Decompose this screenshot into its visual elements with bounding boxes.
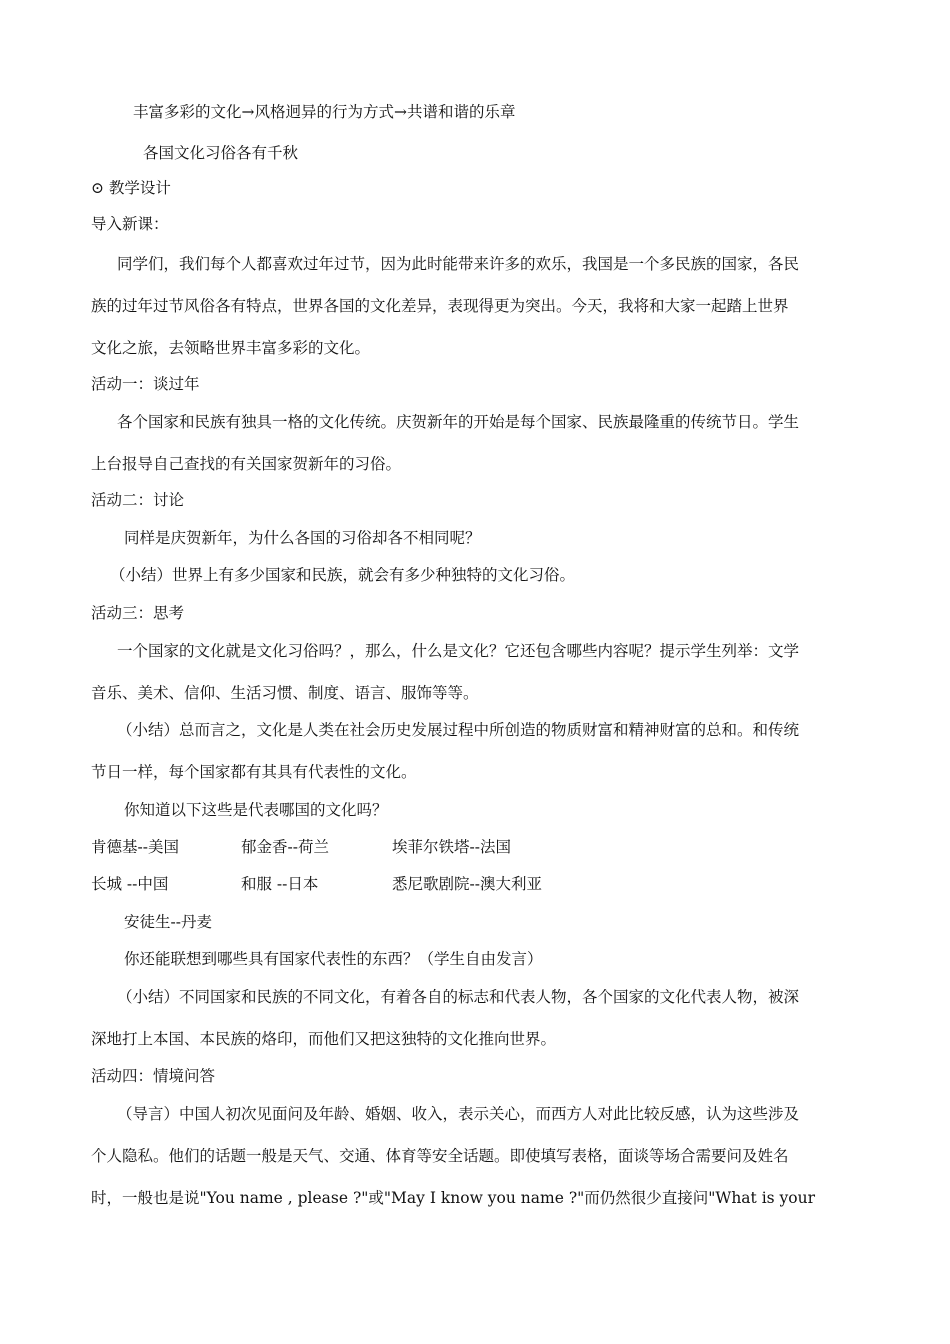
pair-item: 埃菲尔铁塔--法国 (392, 838, 511, 856)
subheading-intro: 导入新课： (91, 215, 169, 233)
paragraph-line: 时，一般也是说"You name , please ?"或"May I know you name ?"而仍然很少直接问"What is your (91, 1189, 816, 1207)
summary-line: （小结）不同国家和民族的不同文化，有着各自的标志和代表人物，各个国家的文化代表人物，被深 (117, 988, 800, 1006)
paragraph-line: 深地打上本国、本民族的烙印，而他们又把这独特的文化推向世界。 (91, 1030, 557, 1048)
pair-item: 郁金香--荷兰 (241, 838, 329, 856)
activity-heading: 活动三：思考 (91, 604, 185, 622)
paragraph-line: 你知道以下这些是代表哪国的文化吗？ (124, 801, 388, 819)
paragraph-line: 族的过年过节风俗各有特点，世界各国的文化差异，表现得更为突出。今天，我将和大家一起踏上世界 (91, 297, 789, 315)
pair-item: 悉尼歌剧院--澳大利亚 (392, 875, 542, 893)
summary-line: （小结）世界上有多少国家和民族，就会有多少种独特的文化习俗。 (110, 566, 576, 584)
paragraph-line: 同学们，我们每个人都喜欢过年过节，因为此时能带来许多的欢乐，我国是一个多民族的国家，各民 (117, 255, 800, 273)
paragraph-line: 同样是庆贺新年，为什么各国的习俗却各不相同呢？ (124, 529, 481, 547)
paragraph-line: 文化之旅，去领略世界丰富多彩的文化。 (91, 339, 371, 357)
activity-heading: 活动一：谈过年 (91, 375, 200, 393)
paragraph-line: 上台报导自己查找的有关国家贺新年的习俗。 (91, 455, 402, 473)
lesson-title: 各国文化习俗各有千秋 (143, 144, 299, 162)
pair-item: 和服 --日本 (241, 875, 319, 893)
activity-heading: 活动四：情境问答 (91, 1067, 216, 1085)
paragraph-line: 一个国家的文化就是文化习俗吗？，那么，什么是文化？它还包含哪些内容呢？提示学生列举：文学 (117, 642, 800, 660)
section-heading-design: ⊙ 教学设计 (91, 179, 171, 197)
activity-heading: 活动二：讨论 (91, 491, 185, 509)
paragraph-line: 各个国家和民族有独具一格的文化传统。庆贺新年的开始是每个国家、民族最隆重的传统节日。学生 (117, 413, 800, 431)
paragraph-line: 节日一样，每个国家都有其具有代表性的文化。 (91, 763, 417, 781)
paragraph-line: 个人隐私。他们的话题一般是天气、交通、体育等安全话题。即使填写表格，面谈等场合需要问及姓名 (91, 1147, 789, 1165)
paragraph-line: 你还能联想到哪些具有国家代表性的东西？（学生自由发言） (124, 950, 543, 968)
paragraph-line: （导言）中国人初次见面问及年龄、婚姻、收入，表示关心，而西方人对此比较反感，认为这些涉及 (117, 1105, 800, 1123)
summary-line: （小结）总而言之，文化是人类在社会历史发展过程中所创造的物质财富和精神财富的总和。和传统 (117, 721, 800, 739)
pair-item: 肯德基--美国 (91, 838, 179, 856)
pair-item: 长城 --中国 (91, 875, 169, 893)
heading-chain: 丰富多彩的文化→风格迥异的行为方式→共谱和谐的乐章 (133, 103, 516, 121)
paragraph-line: 音乐、美术、信仰、生活习惯、制度、语言、服饰等等。 (91, 684, 479, 702)
pair-item: 安徒生--丹麦 (124, 913, 212, 931)
